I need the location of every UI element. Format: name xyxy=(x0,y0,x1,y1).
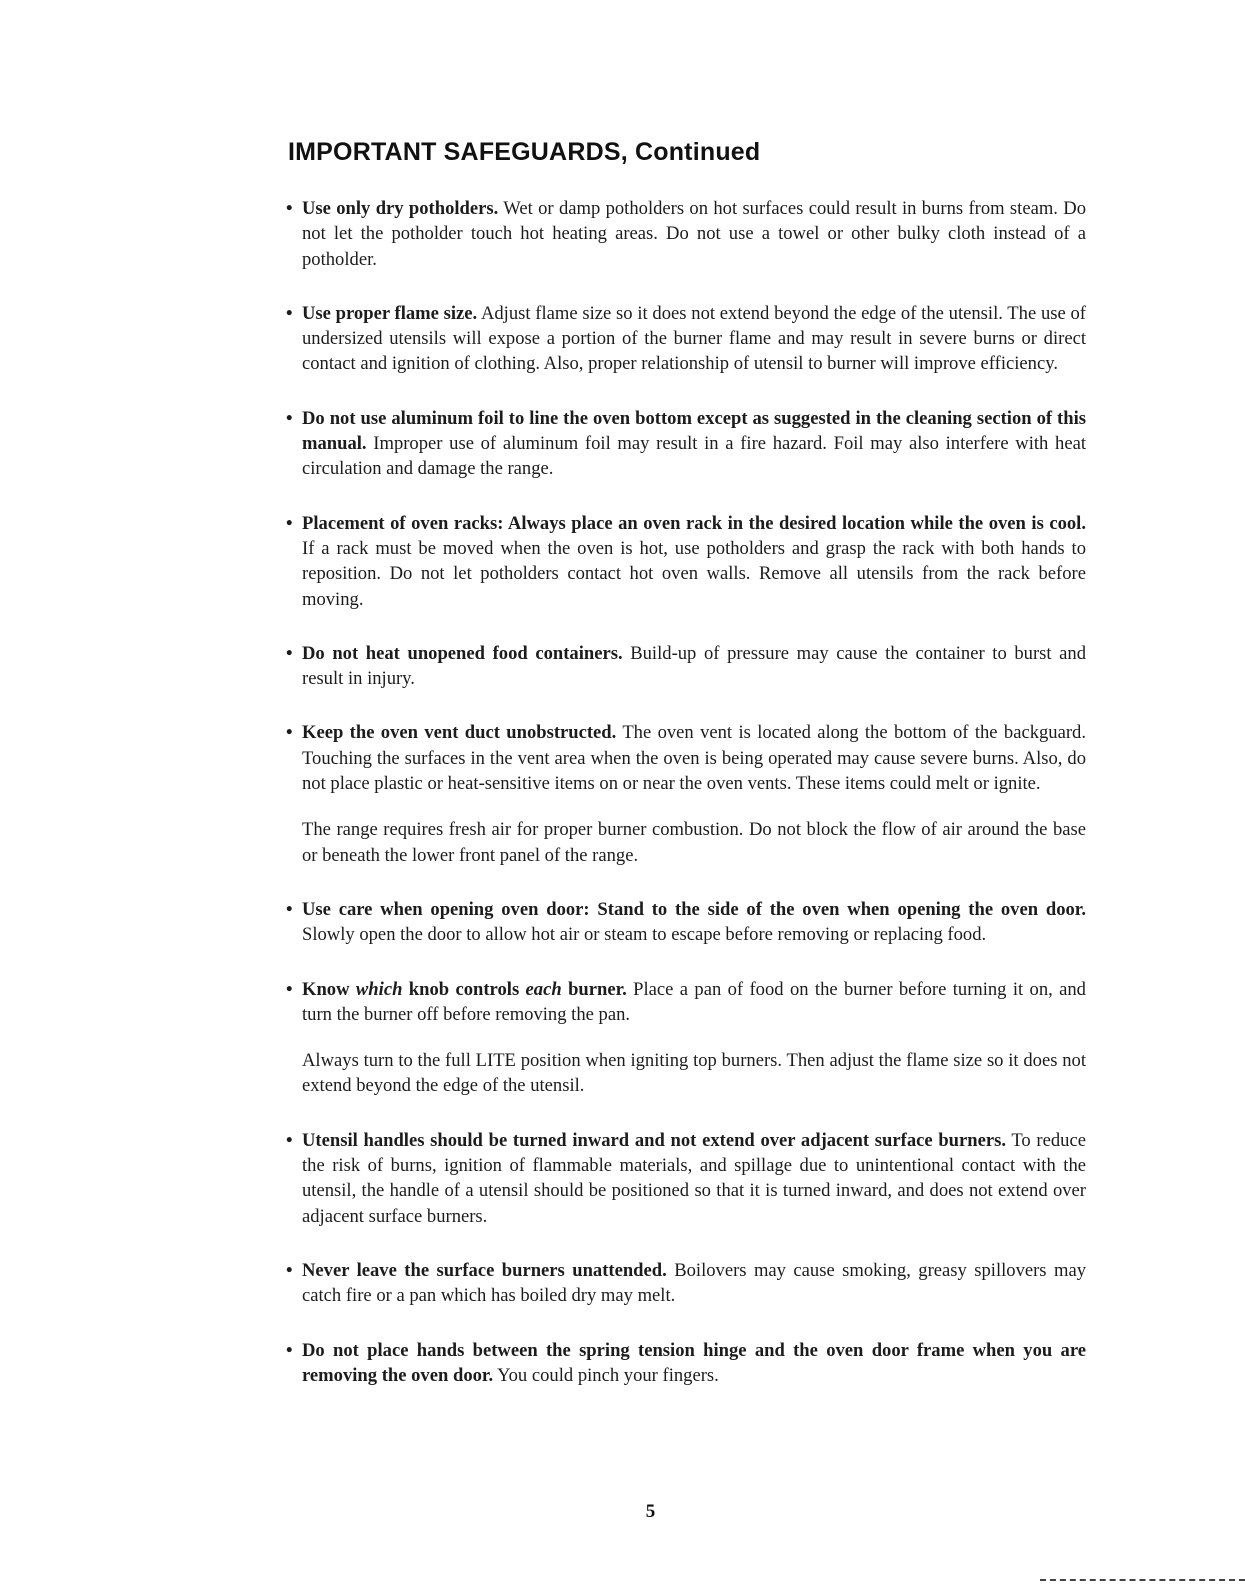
safeguard-lead: Use care when opening oven door: Stand to the side of the oven when opening the oven door. xyxy=(302,898,1086,920)
safeguard-item-utensil-handles xyxy=(286,1128,1086,1229)
safeguard-item-door-hinge xyxy=(286,1338,1086,1389)
bullet-icon: • xyxy=(286,512,293,534)
page-number: 5 xyxy=(645,1501,656,1522)
section-heading: IMPORTANT SAFEGUARDS, Continued xyxy=(288,138,761,166)
safeguard-body: Wet or damp potholders on hot surfaces could result in burns from steam. Do not let the potholder touch hot heating areas. Do not use a towel or other bulky cloth instead of a potholder. xyxy=(302,198,1087,270)
safeguard-item-unattended-burners xyxy=(286,1258,1086,1309)
bullet-icon: • xyxy=(286,302,293,324)
safeguard-lead: Do not heat unopened food containers. xyxy=(302,642,623,664)
safeguard-lead: Never leave the surface burners unattended. xyxy=(302,1259,667,1281)
safeguard-body: Place a pan of food on the burner before turning it on, and turn the burner off before removing the pan. xyxy=(302,978,1086,1025)
bullet-icon: • xyxy=(286,1129,293,1151)
safeguard-body: If a rack must be moved when the oven is hot, use potholders and grasp the rack with both hands to reposition. Do not let potholders contact hot oven walls. Remove all utensils from the rack before moving. xyxy=(302,537,1086,610)
bullet-icon: • xyxy=(286,978,293,1000)
safeguard-item-flame-size xyxy=(286,301,1086,377)
bullet-icon: • xyxy=(286,198,293,219)
fresh-air-paragraph: The range requires fresh air for proper burner combustion. Do not block the flow of air around the base or beneath the lower front panel of the range. xyxy=(302,819,1086,866)
safeguard-lead: Utensil handles should be turned inward and not extend over adjacent surface burners. xyxy=(302,1129,1006,1151)
lite-position-paragraph: Always turn to the full LITE position when igniting top burners. Then adjust the flame size so it does not extend beyond the edge of the utensil. xyxy=(302,1050,1086,1097)
safeguard-body: You could pinch your fingers. xyxy=(493,1364,719,1386)
safeguard-lead: Use proper flame size. xyxy=(302,302,478,324)
safeguard-lead-part: burner. xyxy=(561,978,627,1000)
safeguard-body: To reduce the risk of burns, ignition of flammable materials, and spillage due to unintentional contact with the utensil, the handle of a utensil should be positioned so that it is turned inward, and does not extend over adjacent surface burners. xyxy=(302,1129,1086,1227)
bullet-icon: • xyxy=(286,1339,293,1361)
bullet-icon: • xyxy=(286,642,293,664)
safeguard-body: Build-up of pressure may cause the container to burst and result in injury. xyxy=(302,642,1087,690)
safeguard-lead: Use only dry potholders. xyxy=(302,198,499,219)
safeguard-lead: Placement of oven racks: Always place an oven rack in the desired location while the oven is cool. xyxy=(302,512,1086,534)
bullet-icon: • xyxy=(286,1259,293,1281)
safeguard-body: The oven vent is located along the bottom of the backguard. Touching the surfaces in the vent area when the oven is being operated may cause severe burns. Also, do not place plastic or heat-sensitive items on or near the oven vents. These items could melt or ignite. xyxy=(302,722,1086,795)
safeguard-body: Adjust flame size so it does not extend beyond the edge of the utensil. The use of undersized utensils will expose a portion of the burner flame and may result in severe burns or direct contact and ignition of clothing. Also, proper relationship of utensil to burner will improve efficiency. xyxy=(302,302,1086,375)
safeguard-item-oven-racks xyxy=(286,511,1086,612)
safeguard-item-vent-duct xyxy=(286,720,1086,796)
bullet-icon: • xyxy=(286,407,293,429)
safeguard-lead: Do not place hands between the spring tension hinge and the oven door frame when you are removing the oven door. xyxy=(302,1339,1086,1386)
safeguard-body: Improper use of aluminum foil may result in a fire hazard. Foil may also interfere with heat circulation and damage the range. xyxy=(302,433,1086,480)
safeguard-lead: Do not use aluminum foil to line the oven bottom except as suggested in the cleaning section of this manual. xyxy=(302,407,1086,455)
safeguard-item-aluminum-foil xyxy=(286,406,1086,482)
safeguard-item-dry-potholders xyxy=(286,196,1086,272)
scan-edge-line xyxy=(1040,1579,1245,1581)
safeguard-lead-emphasis: which xyxy=(355,978,403,1000)
safeguard-lead-part: Know xyxy=(302,978,356,1000)
safeguard-lead-part: knob controls xyxy=(402,978,526,1000)
safeguard-item-oven-door xyxy=(286,897,1086,948)
safeguard-body: Slowly open the door to allow hot air or steam to escape before removing or replacing food. xyxy=(302,924,987,946)
safeguard-item-knob xyxy=(286,977,1086,1028)
safeguard-body: Boilovers may cause smoking, greasy spillovers may catch fire or a pan which has boiled dry may melt. xyxy=(302,1259,1086,1307)
safeguards-list xyxy=(286,196,1086,1417)
bullet-icon: • xyxy=(286,898,293,920)
bullet-icon: • xyxy=(286,722,293,744)
safeguard-lead: Keep the oven vent duct unobstructed. xyxy=(302,722,617,744)
safeguard-lead-emphasis: each xyxy=(525,978,562,1000)
safeguard-item-food-containers xyxy=(286,641,1086,692)
